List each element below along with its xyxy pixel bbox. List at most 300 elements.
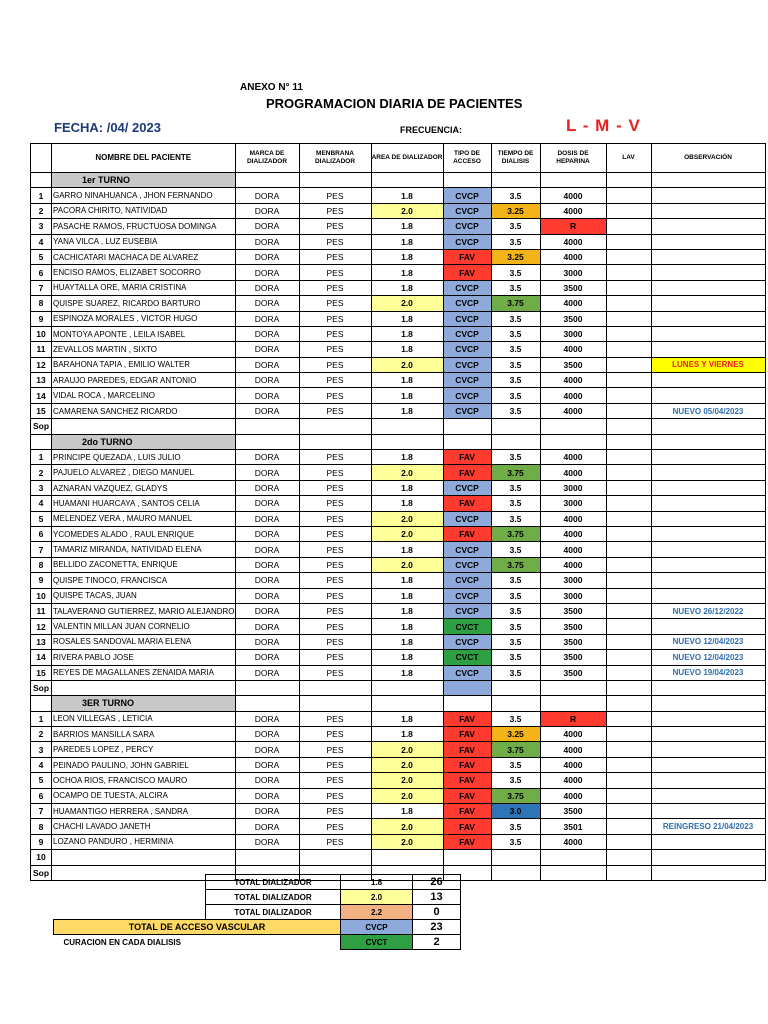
empty-cell [651, 419, 765, 434]
dialyzer-brand: DORA [235, 188, 299, 203]
dialyzer-area: 1.8 [371, 619, 443, 634]
membrane: PES [299, 573, 371, 588]
empty-cell [443, 419, 491, 434]
access-type: CVCP [443, 557, 491, 572]
dialyzer-area: 2.0 [371, 773, 443, 788]
observation [651, 834, 765, 849]
observation [651, 188, 765, 203]
access-type: FAV [443, 773, 491, 788]
observation [651, 249, 765, 264]
access-type: CVCP [443, 665, 491, 680]
patient-name: OCAMPO DE TUESTA, ALCIRA [52, 788, 236, 803]
dialyzer-brand: DORA [235, 511, 299, 526]
observation [651, 573, 765, 588]
dialysis-time: 3.5 [491, 542, 540, 557]
dialysis-time: 3.75 [491, 296, 540, 311]
observation [651, 234, 765, 249]
access-type: CVCP [443, 480, 491, 495]
dialyzer-brand: DORA [235, 542, 299, 557]
empty-cell [371, 434, 443, 449]
empty-cell [540, 696, 606, 711]
empty-cell [606, 865, 651, 880]
total-count: 13 [413, 890, 461, 905]
table-row [31, 665, 766, 680]
access-type: CVCP [443, 573, 491, 588]
patient-name: BARRIOS MANSILLA SARA [52, 727, 236, 742]
empty-cell [235, 419, 299, 434]
observation: NUEVO 05/04/2023 [651, 403, 765, 418]
empty-cell [443, 850, 491, 865]
empty-cell [299, 850, 371, 865]
membrane: PES [299, 542, 371, 557]
heparin-dose: 3000 [540, 573, 606, 588]
empty-cell [540, 434, 606, 449]
heparin-dose: 4000 [540, 403, 606, 418]
dialyzer-brand: DORA [235, 219, 299, 234]
observation [651, 773, 765, 788]
lav-cell [606, 249, 651, 264]
dialyzer-area: 2.0 [371, 788, 443, 803]
dialyzer-area: 1.8 [371, 311, 443, 326]
membrane: PES [299, 727, 371, 742]
table-row [31, 526, 766, 541]
membrane: PES [299, 480, 371, 495]
total-count: 0 [413, 905, 461, 920]
shift-label: 2do TURNO [52, 434, 236, 449]
dialyzer-brand: DORA [235, 280, 299, 295]
access-type: FAV [443, 742, 491, 757]
row-number: 15 [31, 665, 52, 680]
observation [651, 326, 765, 341]
row-number: 3 [31, 219, 52, 234]
shift-index-cell [31, 434, 52, 449]
dialyzer-area: 1.8 [371, 219, 443, 234]
membrane: PES [299, 373, 371, 388]
empty-cell [651, 696, 765, 711]
table-row [31, 711, 766, 726]
access-type: CVCP [443, 511, 491, 526]
table-row [31, 188, 766, 203]
dialyzer-area: 2.0 [371, 511, 443, 526]
lav-cell [606, 634, 651, 649]
row-number: 4 [31, 496, 52, 511]
empty-cell [235, 850, 299, 865]
membrane: PES [299, 188, 371, 203]
dialysis-time: 3.5 [491, 650, 540, 665]
dialyzer-area: 1.8 [371, 665, 443, 680]
dialyzer-area: 1.8 [371, 804, 443, 819]
row-number: 5 [31, 249, 52, 264]
empty-cell [491, 865, 540, 880]
empty-cell [540, 865, 606, 880]
patient-name: MONTOYA APONTE , LEILA ISABEL [52, 326, 236, 341]
total-dialyzer-label: TOTAL DIALIZADOR [206, 905, 341, 920]
sop-label: Sop [31, 865, 52, 880]
membrane: PES [299, 634, 371, 649]
empty-cell [371, 173, 443, 188]
table-row [31, 403, 766, 418]
patient-name: CACHICATARI MACHACA DE ALVAREZ [52, 249, 236, 264]
patient-name: BELLIDO ZACONETTA, ENRIQUE [52, 557, 236, 572]
lav-cell [606, 819, 651, 834]
dialysis-time: 3.5 [491, 573, 540, 588]
table-row [31, 834, 766, 849]
access-type: CVCP [443, 588, 491, 603]
table-row [31, 465, 766, 480]
table-row [31, 234, 766, 249]
dialyzer-area: 1.8 [371, 727, 443, 742]
access-type: FAV [443, 496, 491, 511]
lav-cell [606, 834, 651, 849]
lav-cell [606, 650, 651, 665]
observation [651, 296, 765, 311]
dialysis-time: 3.75 [491, 557, 540, 572]
membrane: PES [299, 450, 371, 465]
lav-cell [606, 234, 651, 249]
membrane: PES [299, 249, 371, 264]
heparin-dose: 4000 [540, 742, 606, 757]
dialyzer-area: 1.8 [371, 496, 443, 511]
row-number: 7 [31, 804, 52, 819]
access-type: CVCP [443, 373, 491, 388]
table-row [31, 542, 766, 557]
row-number: 2 [31, 727, 52, 742]
empty-cell [491, 850, 540, 865]
empty-cell [491, 696, 540, 711]
table-row [31, 788, 766, 803]
dialyzer-brand: DORA [235, 465, 299, 480]
dialysis-time: 3.5 [491, 634, 540, 649]
row-number: 7 [31, 542, 52, 557]
row-number: 11 [31, 603, 52, 618]
dialyzer-brand: DORA [235, 557, 299, 572]
table-row [31, 296, 766, 311]
lav-cell [606, 219, 651, 234]
empty-cell [606, 680, 651, 695]
patient-name: HUAYTALLA ORE, MARIA CRISTINA [52, 280, 236, 295]
membrane: PES [299, 203, 371, 218]
lav-cell [606, 188, 651, 203]
dialyzer-area: 1.8 [371, 234, 443, 249]
row-number: 4 [31, 757, 52, 772]
dialysis-time: 3.5 [491, 342, 540, 357]
empty-cell [235, 173, 299, 188]
membrane: PES [299, 465, 371, 480]
lav-cell [606, 326, 651, 341]
heparin-dose: 4000 [540, 788, 606, 803]
dialyzer-area: 2.0 [371, 296, 443, 311]
row-number: 14 [31, 650, 52, 665]
empty-cell [651, 680, 765, 695]
empty-cell [299, 173, 371, 188]
row-number: 5 [31, 773, 52, 788]
shift-label: 1er TURNO [52, 173, 236, 188]
dialysis-time: 3.25 [491, 727, 540, 742]
row-number: 11 [31, 342, 52, 357]
patient-name: PEINADO PAULINO, JOHN GABRIEL [52, 757, 236, 772]
row-number: 4 [31, 234, 52, 249]
lav-header: LAV [606, 144, 651, 173]
dialyzer-area: 1.8 [371, 711, 443, 726]
heparin-dose: 4000 [540, 450, 606, 465]
row-number: 12 [31, 357, 52, 372]
dialyzer-area: 1.8 [371, 265, 443, 280]
access-type: CVCP [443, 634, 491, 649]
observation [651, 388, 765, 403]
dialyzer-brand: DORA [235, 819, 299, 834]
dialysis-time: 3.5 [491, 480, 540, 495]
patient-name: TAMARIZ MIRANDA, NATIVIDAD ELENA [52, 542, 236, 557]
dialysis-time: 3.0 [491, 804, 540, 819]
patient-schedule-table [30, 143, 766, 881]
membrane-header: MENBRANA DIALIZADOR [299, 144, 371, 173]
empty-cell [651, 865, 765, 880]
dialysis-time: 3.5 [491, 511, 540, 526]
membrane: PES [299, 650, 371, 665]
cvct-count: 2 [413, 935, 461, 950]
dialyzer-area: 1.8 [371, 403, 443, 418]
table-row [31, 634, 766, 649]
dialysis-time: 3.75 [491, 465, 540, 480]
dialyzer-brand: DORA [235, 265, 299, 280]
access-type: CVCP [443, 311, 491, 326]
lav-cell [606, 573, 651, 588]
access-type: FAV [443, 757, 491, 772]
dialyzer-brand: DORA [235, 804, 299, 819]
patient-name: MELENDEZ VERA , MAURO MANUEL [52, 511, 236, 526]
empty-cell [491, 680, 540, 695]
observation [651, 373, 765, 388]
patient-name: QUISPE TINOCO, FRANCISCA [52, 573, 236, 588]
membrane: PES [299, 234, 371, 249]
empty-cell [443, 680, 491, 695]
empty-cell [651, 850, 765, 865]
access-type: CVCP [443, 542, 491, 557]
membrane: PES [299, 742, 371, 757]
empty-cell [371, 696, 443, 711]
dialyzer-brand: DORA [235, 311, 299, 326]
row-number: 8 [31, 557, 52, 572]
frequency-label: FRECUENCIA: [400, 125, 462, 135]
lav-cell [606, 373, 651, 388]
dialysis-time: 3.5 [491, 450, 540, 465]
empty-cell [491, 419, 540, 434]
patient-name: VIDAL ROCA , MARCELINO [52, 388, 236, 403]
sop-label: Sop [31, 680, 52, 695]
patient-name: QUISPE SUAREZ, RICARDO BARTURO [52, 296, 236, 311]
table-row [31, 603, 766, 618]
patient-name: CAMARENA SANCHEZ RICARDO [52, 403, 236, 418]
observation [651, 342, 765, 357]
row-number: 8 [31, 819, 52, 834]
empty-cell [491, 173, 540, 188]
access-type: CVCP [443, 188, 491, 203]
dialyzer-brand: DORA [235, 788, 299, 803]
dialyzer-brand: DORA [235, 326, 299, 341]
access-type: CVCP [443, 296, 491, 311]
access-type: CVCT [443, 619, 491, 634]
access-type-header: TIPO DE ACCESO [443, 144, 491, 173]
total-dialyzer-label: TOTAL DIALIZADOR [206, 890, 341, 905]
heparin-dose: 4000 [540, 234, 606, 249]
shift-label: 3ER TURNO [52, 696, 236, 711]
table-row [31, 819, 766, 834]
cvcp-label: CVCP [341, 920, 413, 935]
heparin-dose: 4000 [540, 465, 606, 480]
table-row [31, 357, 766, 372]
dialysis-time: 3.5 [491, 188, 540, 203]
total-area: 2.0 [341, 890, 413, 905]
date-label: FECHA: /04/ 2023 [54, 120, 161, 135]
dialysis-time: 3.5 [491, 326, 540, 341]
observation [651, 557, 765, 572]
row-number: 6 [31, 265, 52, 280]
cvcp-count: 23 [413, 920, 461, 935]
dialyzer-area: 1.8 [371, 450, 443, 465]
membrane: PES [299, 265, 371, 280]
lav-cell [606, 296, 651, 311]
observation [651, 742, 765, 757]
row-number: 9 [31, 834, 52, 849]
row-number: 1 [31, 188, 52, 203]
access-type: FAV [443, 249, 491, 264]
heparin-dose: 4000 [540, 542, 606, 557]
membrane: PES [299, 526, 371, 541]
shift-index-cell [31, 173, 52, 188]
dialyzer-brand: DORA [235, 573, 299, 588]
dialysis-time: 3.5 [491, 603, 540, 618]
table-row [31, 557, 766, 572]
dialyzer-brand: DORA [235, 296, 299, 311]
patient-name: CHACHI LAVADO JANETH [52, 819, 236, 834]
empty-cell [443, 434, 491, 449]
lav-cell [606, 280, 651, 295]
dialyzer-area: 1.8 [371, 280, 443, 295]
dialyzer-brand: DORA [235, 742, 299, 757]
dialysis-time: 3.5 [491, 403, 540, 418]
empty-cell [651, 173, 765, 188]
empty-cell [299, 419, 371, 434]
table-row [31, 588, 766, 603]
membrane: PES [299, 819, 371, 834]
dialyzer-area: 1.8 [371, 342, 443, 357]
empty-cell [371, 419, 443, 434]
dialyzer-area: 1.8 [371, 588, 443, 603]
observation [651, 727, 765, 742]
lav-cell [606, 727, 651, 742]
row-number: 3 [31, 480, 52, 495]
heparin-dose: 3500 [540, 280, 606, 295]
membrane: PES [299, 342, 371, 357]
row-number: 10 [31, 588, 52, 603]
access-totals [53, 919, 461, 950]
observation [651, 219, 765, 234]
table-row [31, 203, 766, 218]
dialyzer-area: 1.8 [371, 188, 443, 203]
dialysis-time: 3.75 [491, 526, 540, 541]
patient-name: GARRO NINAHUANCA , JHON FERNANDO [52, 188, 236, 203]
curacion-label: CURACION EN CADA DIALISIS [63, 937, 181, 947]
empty-cell [606, 173, 651, 188]
total-dialyzer-label: TOTAL DIALIZADOR [206, 875, 341, 890]
access-type: CVCP [443, 203, 491, 218]
dialyzer-area: 2.0 [371, 834, 443, 849]
observation [651, 619, 765, 634]
dialyzer-brand: DORA [235, 757, 299, 772]
heparin-dose: 3500 [540, 634, 606, 649]
lav-cell [606, 265, 651, 280]
row-number: 6 [31, 788, 52, 803]
access-type: FAV [443, 819, 491, 834]
heparin-dose: 3000 [540, 480, 606, 495]
dialysis-time: 3.5 [491, 357, 540, 372]
empty-cell [491, 434, 540, 449]
access-type: CVCT [443, 650, 491, 665]
empty-cell [371, 680, 443, 695]
table-row [31, 326, 766, 341]
dialysis-time: 3.5 [491, 588, 540, 603]
dialyzer-area: 1.8 [371, 249, 443, 264]
heparin-dose: R [540, 711, 606, 726]
observation [651, 280, 765, 295]
access-type: CVCP [443, 357, 491, 372]
total-area: 1.8 [341, 875, 413, 890]
empty-cell [540, 173, 606, 188]
row-number: 2 [31, 465, 52, 480]
dialyzer-brand: DORA [235, 203, 299, 218]
dialysis-time: 3.5 [491, 373, 540, 388]
row-number: 8 [31, 296, 52, 311]
lav-cell [606, 711, 651, 726]
patient-name: BARAHONA TAPIA , EMILIO WALTER [52, 357, 236, 372]
lav-cell [606, 465, 651, 480]
heparin-dose: 3500 [540, 619, 606, 634]
dialyzer-area: 2.0 [371, 757, 443, 772]
lav-cell [606, 311, 651, 326]
access-type: CVCP [443, 280, 491, 295]
access-type: CVCP [443, 403, 491, 418]
membrane: PES [299, 757, 371, 772]
patient-name: HUAMANI HUARCAYA , SANTOS CELIA [52, 496, 236, 511]
heparin-dose: 3000 [540, 588, 606, 603]
row-number: 10 [31, 850, 52, 865]
lav-cell [606, 357, 651, 372]
heparin-dose: 3500 [540, 665, 606, 680]
observation: NUEVO 12/04/2023 [651, 650, 765, 665]
dialysis-time: 3.25 [491, 203, 540, 218]
patient-name-header: NOMBRE DEL PACIENTE [52, 144, 236, 173]
table-row [31, 804, 766, 819]
heparin-dose: 4000 [540, 511, 606, 526]
table-row [31, 265, 766, 280]
row-number: 6 [31, 526, 52, 541]
patient-name: ZEVALLOS MARTIN , SIXTO [52, 342, 236, 357]
dialyzer-brand: DORA [235, 603, 299, 618]
index-header [31, 144, 52, 173]
dialysis-time: 3.5 [491, 280, 540, 295]
shift-header-row [31, 434, 766, 449]
dialysis-time-header: TIEMPO DE DIALISIS [491, 144, 540, 173]
observation [651, 526, 765, 541]
empty-cell [235, 434, 299, 449]
dialyzer-area: 1.8 [371, 480, 443, 495]
lav-cell [606, 588, 651, 603]
dialyzer-brand: DORA [235, 450, 299, 465]
observation: NUEVO 12/04/2023 [651, 634, 765, 649]
total-access-label: TOTAL DE ACCESO VASCULAR [54, 920, 341, 935]
dialysis-time: 3.25 [491, 249, 540, 264]
lav-cell [606, 342, 651, 357]
